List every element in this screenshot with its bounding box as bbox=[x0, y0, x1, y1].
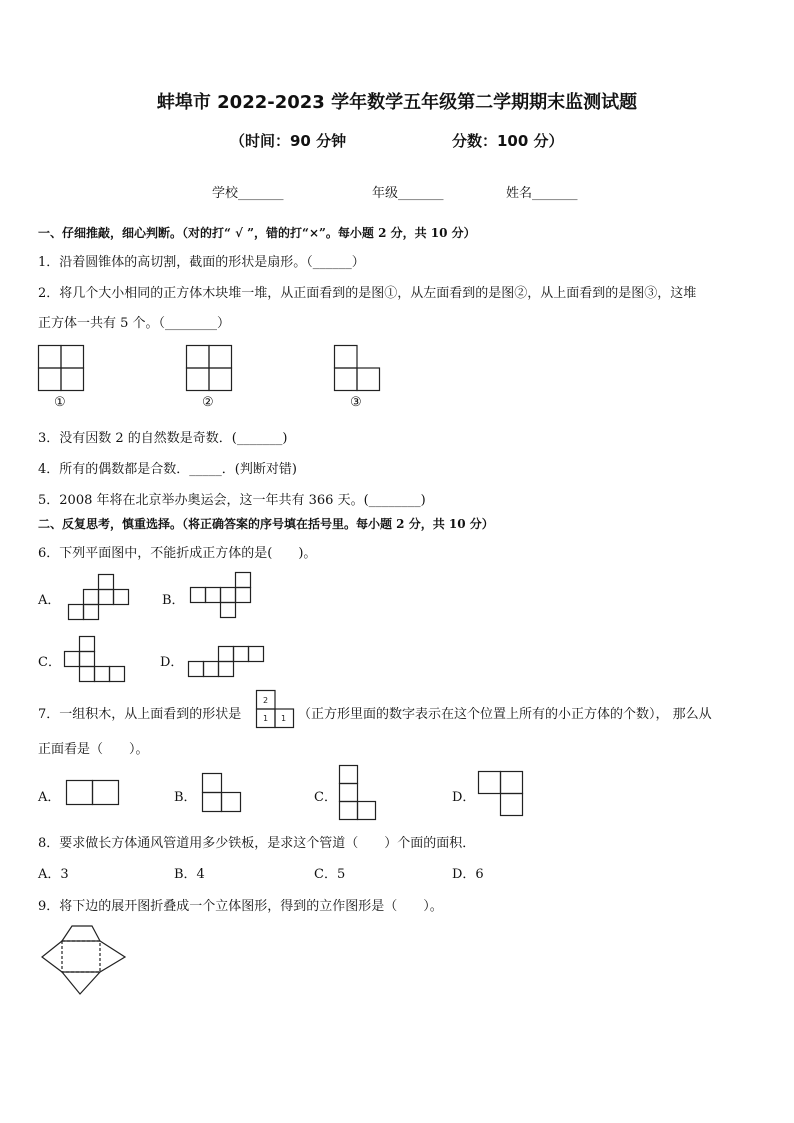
q7-grid-number-3: 1 bbox=[281, 714, 287, 723]
q6-option-a-net bbox=[68, 574, 130, 622]
question-3: 3．没有因数 2 的自然数是奇数．(_______) bbox=[38, 431, 288, 446]
q8-option-d: D．6 bbox=[452, 867, 484, 882]
section2-heading: 二、反复思考，慎重选择。（将正确答案的序号填在括号里。每小题 2 分，共 10 分） bbox=[38, 517, 494, 531]
q8-option-a: A．3 bbox=[38, 867, 69, 882]
fig-label-1: ① bbox=[54, 395, 66, 410]
time-label: （时间：90 分钟 bbox=[230, 132, 347, 150]
fig-label-2: ② bbox=[202, 395, 214, 410]
q6-option-a-label: A． bbox=[38, 593, 61, 608]
school-field: 学校_______ bbox=[212, 186, 284, 201]
question-2-line1: 2．将几个大小相同的正方体木块堆一堆，从正面看到的是图①，从左面看到的是图②，从上面看到的是图③，这堆 bbox=[38, 286, 697, 301]
q6-option-c-net bbox=[64, 636, 126, 684]
q6-option-b-net bbox=[190, 572, 252, 620]
q6-option-d-net bbox=[188, 646, 264, 678]
question-2-line2: 正方体一共有 5 个。（________） bbox=[38, 316, 231, 331]
page-title: 蚌埠市 2022-2023 学年数学五年级第二学期期末监测试题 bbox=[156, 92, 638, 113]
q8-option-b: B．4 bbox=[174, 867, 205, 882]
q7-option-a-label: A． bbox=[38, 790, 61, 805]
question-7-part2: （正方形里面的数字表示在这个位置上所有的小正方体的个数）， 那么从 bbox=[298, 707, 712, 722]
q7-option-b-label: B． bbox=[174, 790, 197, 805]
grade-field: 年级_______ bbox=[372, 186, 444, 201]
q7-option-c-view bbox=[339, 765, 379, 821]
q7-option-c-label: C． bbox=[314, 790, 337, 805]
q6-option-b-label: B． bbox=[162, 593, 185, 608]
name-field: 姓名_______ bbox=[506, 186, 578, 201]
question-8: 8．要求做长方体通风管道用多少铁板，是求这个管道（ ）个面的面积． bbox=[38, 836, 476, 851]
fig-label-3: ③ bbox=[350, 395, 362, 410]
question-9: 9．将下边的展开图折叠成一个立体图形，得到的立作图形是（ ）。 bbox=[38, 899, 443, 914]
q2-figure-left-view bbox=[186, 345, 234, 391]
question-7-line2: 正面看是（ ）。 bbox=[38, 742, 149, 757]
q6-option-c-label: C． bbox=[38, 655, 61, 670]
score-label: 分数：100 分） bbox=[452, 132, 564, 150]
question-5: 5．2008 年将在北京举办奥运会，这一年共有 366 天。(________) bbox=[38, 493, 426, 508]
q2-figure-front-view bbox=[38, 345, 86, 391]
section1-heading: 一、仔细推敲，细心判断。（对的打“ √ ”，错的打“×”。每小题 2 分，共 10 分） bbox=[38, 226, 476, 240]
question-7-part1: 7．一组积木，从上面看到的形状是 bbox=[38, 707, 242, 722]
question-4: 4．所有的偶数都是合数．_____．(判断对错) bbox=[38, 462, 297, 477]
q7-option-a-view bbox=[66, 780, 120, 806]
q7-grid-number-2: 1 bbox=[263, 714, 269, 723]
q2-figure-top-view bbox=[334, 345, 382, 391]
q7-option-b-view bbox=[202, 773, 244, 813]
question-6: 6．下列平面图中，不能折成正方体的是( )。 bbox=[38, 546, 317, 561]
q7-top-view-grid bbox=[256, 690, 296, 730]
q9-unfolded-net-figure bbox=[40, 924, 126, 996]
q6-option-d-label: D． bbox=[160, 655, 184, 670]
q8-option-c: C．5 bbox=[314, 867, 346, 882]
q7-option-d-label: D． bbox=[452, 790, 476, 805]
q7-option-d-view bbox=[478, 771, 526, 817]
question-1: 1．沿着圆锥体的高切割，截面的形状是扇形。（______） bbox=[38, 255, 365, 270]
q7-grid-number-1: 2 bbox=[263, 696, 269, 705]
